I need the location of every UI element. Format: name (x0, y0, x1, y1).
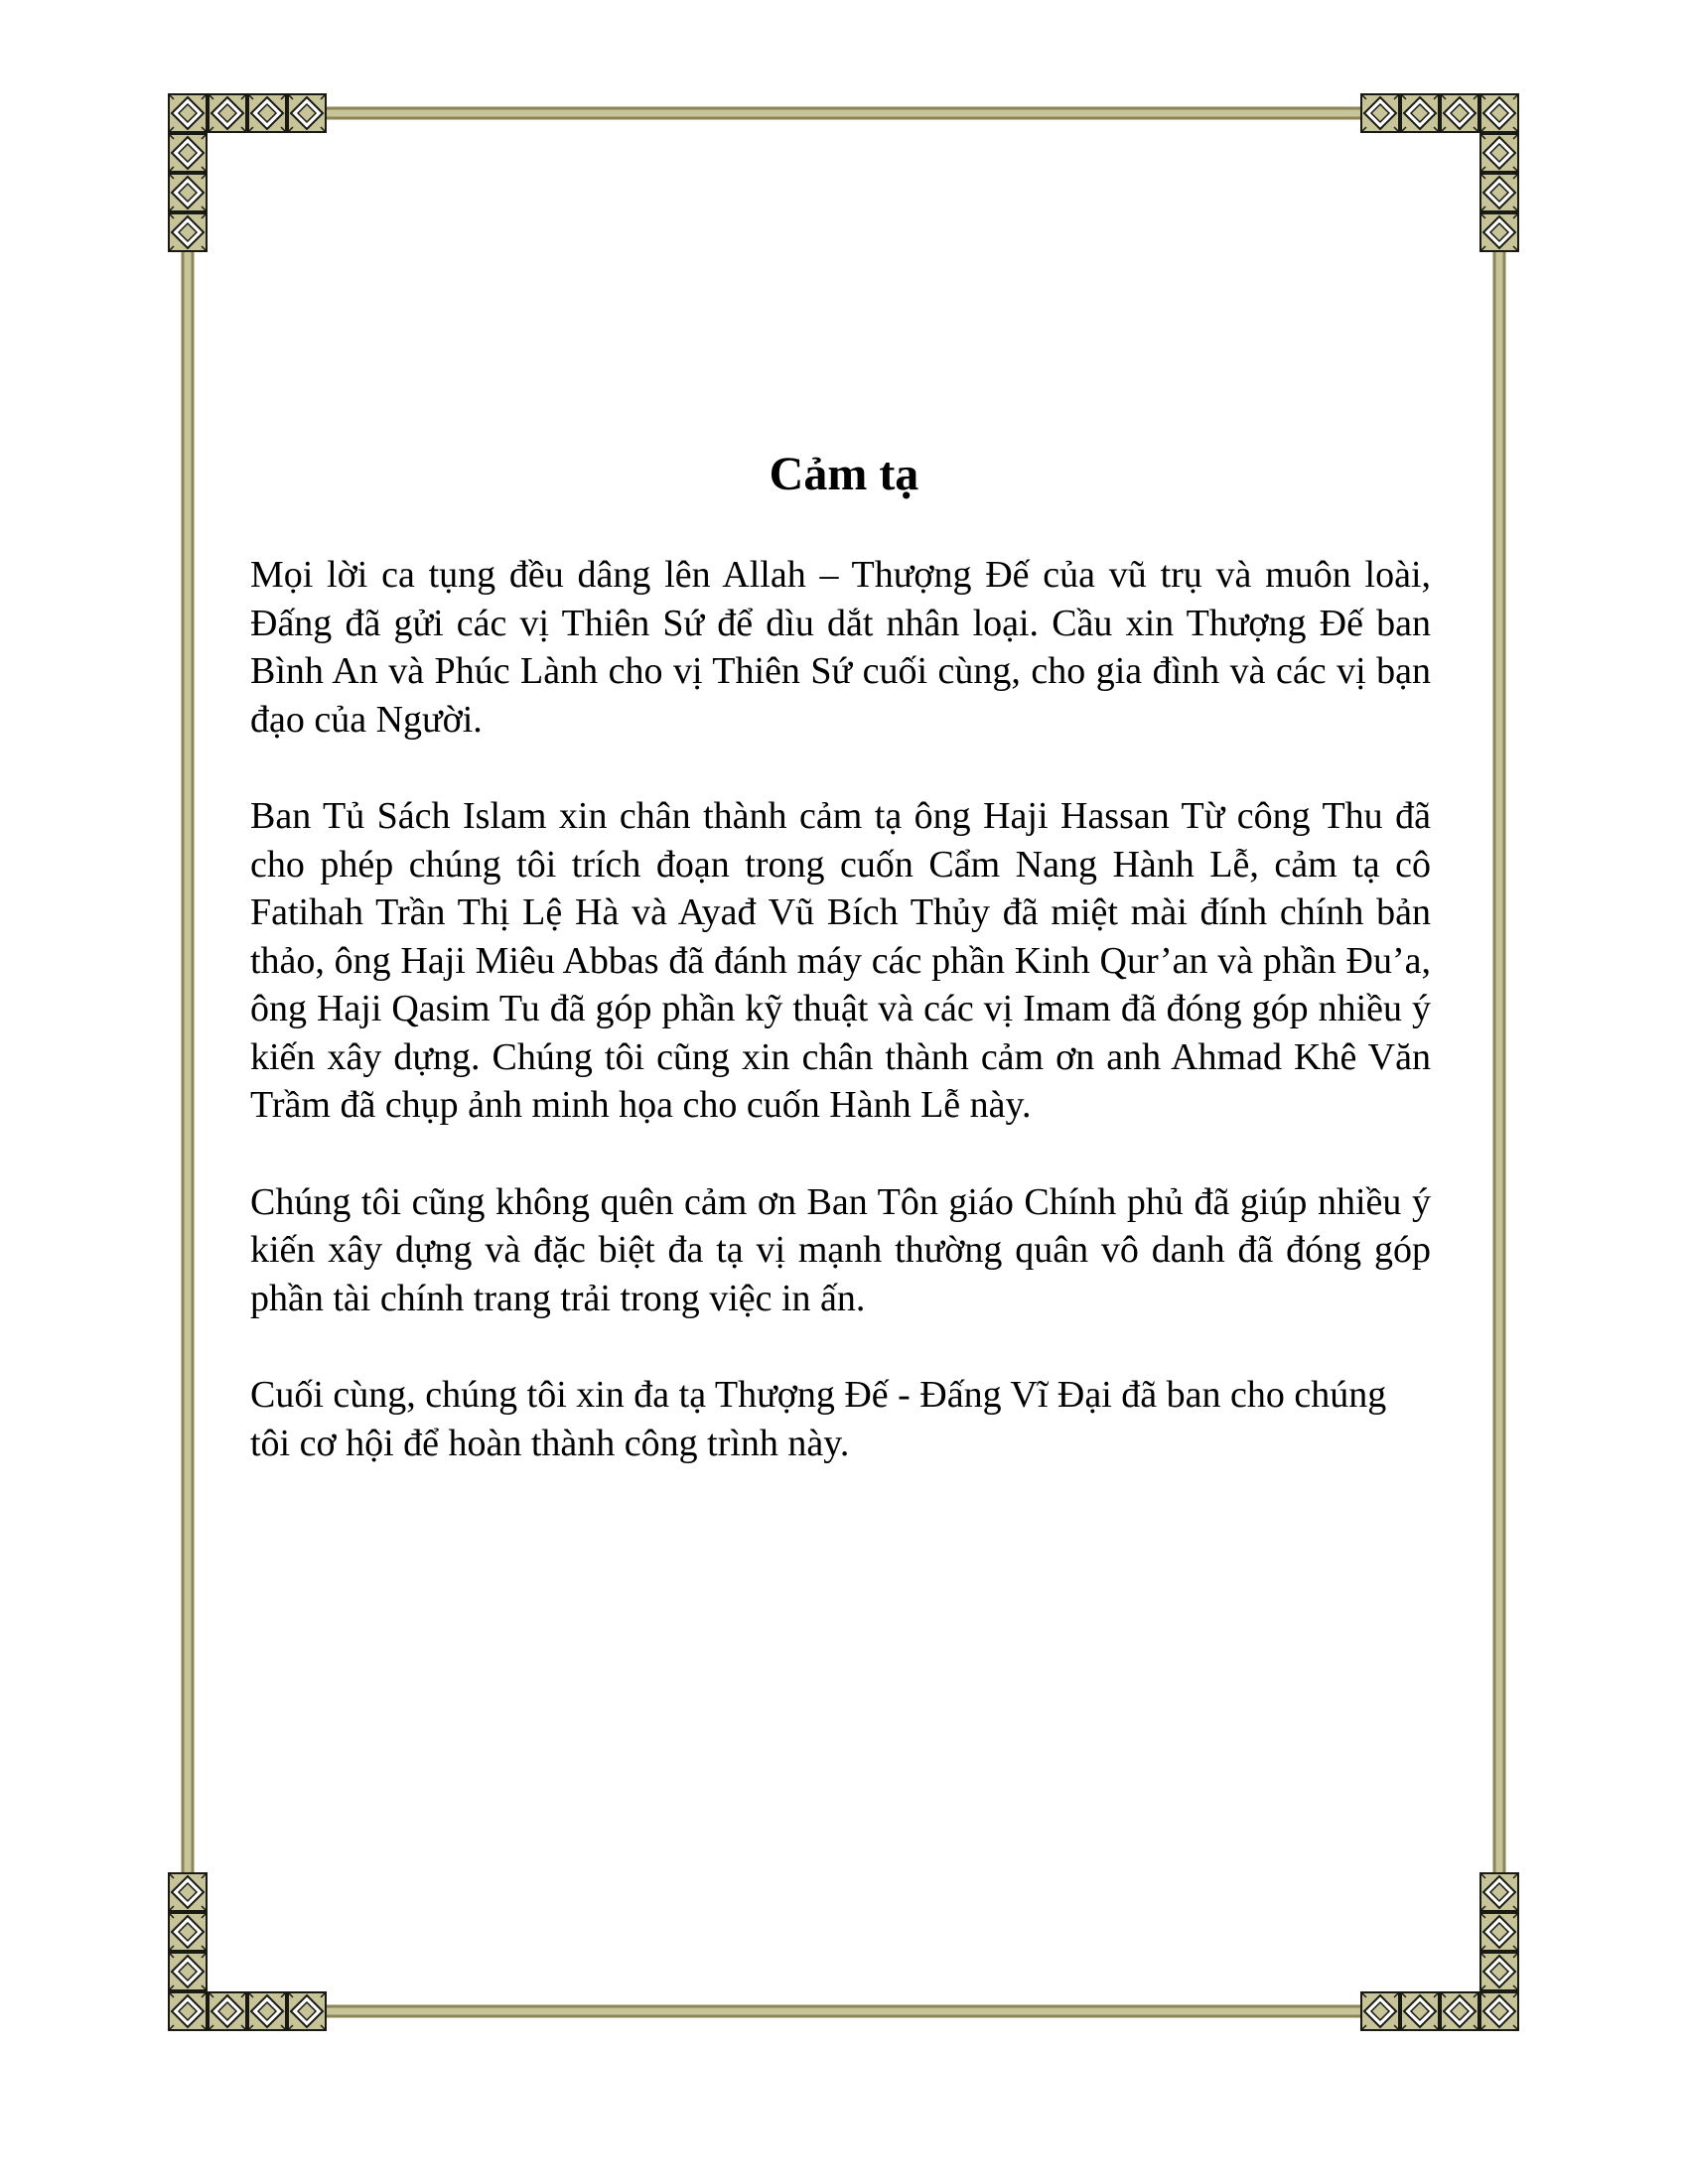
paragraph-praise: Mọi lời ca tụng đều dâng lên Allah – Thượng Đế của vũ trụ và muôn loài, Đấng đã gửi các vị Thiên Sứ để dìu dắt nhân loại. Cầu xin Thượng Đế ban Bình An và Phúc Lành cho vị Thiên Sứ cuối cùng, cho gia đình và các vị bạn đạo của Người. (250, 554, 1431, 741)
ornament-tile-top-right (1480, 134, 1518, 172)
acknowledgement-text (250, 551, 1431, 1516)
ornament-tile-bottom-left (169, 1873, 207, 1911)
ornament-tile-top-left (209, 94, 246, 132)
ornament-tile-bottom-right (1401, 1992, 1439, 2030)
ornament-tile-bottom-right (1480, 1913, 1518, 1951)
ornament-tile-bottom-left (248, 1992, 286, 2030)
ornament-tile-top-left (288, 94, 326, 132)
paragraph-thanks-government: Chúng tôi cũng không quên cảm ơn Ban Tôn giáo Chính phủ đã giúp nhiều ý kiến xây dựng và đặc biệt đa tạ vị mạnh thường quân vô danh đã đóng góp phần tài chính trang trải trong việc in ấn. (250, 1180, 1431, 1319)
ornament-tile-bottom-left (288, 1992, 326, 2030)
corner-ornament-tile-bottom-right (1480, 1992, 1518, 2030)
ornament-tile-top-left (248, 94, 286, 132)
corner-ornament-tile-top-left (169, 94, 207, 132)
page-title: Cảm tạ (769, 448, 919, 500)
corner-ornament-tile-bottom-left (169, 1992, 207, 2030)
ornament-tile-top-left (169, 174, 207, 211)
ornament-tile-bottom-left (209, 1992, 246, 2030)
corner-ornament-tile-top-right (1480, 94, 1518, 132)
ornament-tile-bottom-right (1480, 1953, 1518, 1990)
ornament-tile-top-left (169, 134, 207, 172)
ornament-tile-bottom-right (1361, 1992, 1399, 2030)
ornament-tile-top-right (1480, 213, 1518, 251)
ornament-tile-top-right (1401, 94, 1439, 132)
ornament-tile-bottom-right (1441, 1992, 1478, 2030)
ornament-tile-top-left (169, 213, 207, 251)
ornament-tile-bottom-left (169, 1953, 207, 1990)
paragraph-thanks-contributors: Ban Tủ Sách Islam xin chân thành cảm tạ ông Haji Hassan Từ công Thu đã cho phép chúng tôi trích đoạn trong cuốn Cẩm Nang Hành Lễ, cảm tạ cô Fatihah Trần Thị Lệ Hà và Ayađ Vũ Bích Thủy đã miệt mài đính chính bản thảo, ông Haji Miêu Abbas đã đánh máy các phần Kinh Qur’an và phần Đu’a, ông Haji Qasim Tu đã góp phần kỹ thuật và các vị Imam đã đóng góp nhiều ý kiến xây dựng. Chúng tôi cũng xin chân thành cảm ơn anh Ahmad Khê Văn Trầm đã chụp ảnh minh họa cho cuốn Hành Lễ này. (250, 795, 1431, 1126)
ornament-tile-bottom-right (1480, 1873, 1518, 1911)
ornament-tile-top-right (1361, 94, 1399, 132)
ornament-tile-top-right (1441, 94, 1478, 132)
ornament-tile-bottom-left (169, 1913, 207, 1951)
ornament-tile-top-right (1480, 174, 1518, 211)
paragraph-closing: Cuối cùng, chúng tôi xin đa tạ Thượng Đế - Đấng Vĩ Đại đã ban cho chúng tôi cơ hội để hoàn thành công trình này. (250, 1374, 1387, 1464)
